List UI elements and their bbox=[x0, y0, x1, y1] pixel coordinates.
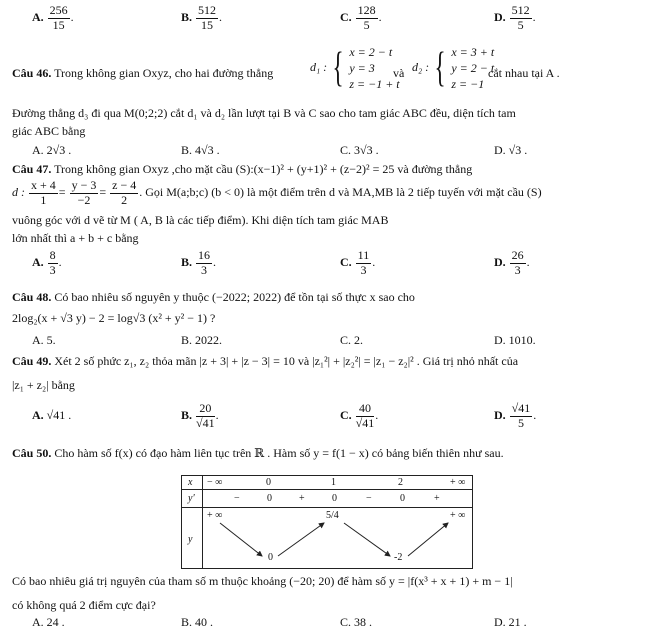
q46-answer-a: A. 2√3 . bbox=[32, 143, 72, 157]
q47-line2: d : $\frac{x + 4}{1}$ = $\frac{y - 3}{-2}$ = $\frac{z - 4}{2}$ . Gọi M(a;b;c) (b < 0) là một điểm trên d và MA,MB là 2 tiếp tuyến với mặt cầu (S) bbox=[12, 178, 542, 207]
q46-and: và bbox=[393, 66, 405, 80]
vt-sign: + bbox=[299, 493, 305, 504]
vt-sign: 0 bbox=[267, 493, 272, 504]
vt-y-value: 5/4 bbox=[326, 510, 339, 521]
q46-d2-system: d₂ : { x = 3 + t y = 2 − t z = −1 bbox=[412, 45, 495, 92]
vt-x-value: 2 bbox=[398, 477, 403, 488]
q48-answer-a: A. 5. bbox=[32, 333, 56, 347]
vt-y-value: 0 bbox=[268, 552, 273, 563]
q48-line1: Câu 48. Có bao nhiêu số nguyên y thuộc (−2022; 2022) để tồn tại số thực x sao cho bbox=[12, 290, 415, 304]
q47-answer-a: A. $\frac{8}{3}$ . bbox=[32, 248, 62, 277]
vt-sign: 0 bbox=[332, 493, 337, 504]
vt-sign: 0 bbox=[400, 493, 405, 504]
q47-answer-b: B. $\frac{16}{3}$ . bbox=[181, 248, 217, 277]
q48-answer-c: C. 2. bbox=[340, 333, 364, 347]
q46-d1-system: d₁ : { x = 2 − t y = 3 z = −1 + t bbox=[310, 45, 400, 92]
vt-arrow-down bbox=[344, 523, 390, 556]
q46-line2: Đường thẳng d₃ đi qua M(0;2;2) cắt d₁ và d₂ lần lượt tại B và C sao cho tam giác ABC đều, diện tích tam bbox=[12, 106, 516, 120]
q50-answer-b: B. 40 . bbox=[181, 615, 214, 629]
q47-line4: lớn nhất thì a + b + c bằng bbox=[12, 231, 139, 245]
q45-a-num: 256 bbox=[49, 3, 68, 17]
vt-x-label: x bbox=[188, 477, 193, 488]
vt-y-value: + ∞ bbox=[450, 510, 466, 521]
vt-y-value: -2 bbox=[394, 552, 403, 563]
vt-arrows bbox=[182, 476, 472, 568]
q49-line1: Câu 49. Xét 2 số phức z₁, z₂ thỏa mãn |z + 3| + |z − 3| = 10 và |z₁²| + |z₂²| = |z₁ − z₂|² . Giá trị nhỏ nhất của bbox=[12, 354, 519, 368]
vt-arrow-up bbox=[408, 523, 448, 556]
q50-line1: Câu 50. Cho hàm số f(x) có đạo hàm liên tục trên ℝ . Hàm số y = f(1 − x) có bảng biến thiên như sau. bbox=[12, 446, 504, 460]
q50-answer-d: D. 21 . bbox=[494, 615, 527, 629]
q46-tail: cắt nhau tại A . bbox=[488, 66, 560, 80]
q50-line3: có không quá 2 điểm cực đại? bbox=[12, 598, 156, 612]
q47-answer-c: C. $\frac{11}{3}$ . bbox=[340, 248, 376, 277]
q48-line2: 2log₂(x + √3 y) − 2 = log√3 (x² + y² − 1) ? bbox=[12, 311, 216, 325]
variation-table bbox=[181, 475, 473, 569]
q45-answer-c: C. $\frac{128}{5}$ . bbox=[340, 3, 382, 32]
q48-answer-d: D. 1010. bbox=[494, 333, 536, 347]
q46-answer-b: B. 4√3 . bbox=[181, 143, 220, 157]
vt-sign: + bbox=[434, 493, 440, 504]
q50-answer-a: A. 24 . bbox=[32, 615, 65, 629]
q45-a-den: 15 bbox=[52, 17, 65, 32]
q49-answer-b: B. $\frac{20}{√41}$ . bbox=[181, 401, 219, 430]
q45-answer-b: B. $\frac{512}{15}$ . bbox=[181, 3, 223, 32]
vt-yp-label: y' bbox=[188, 493, 195, 504]
vt-x-value: + ∞ bbox=[450, 477, 466, 488]
q46-intro: Câu 46. Trong không gian Oxyz, cho hai đường thẳng bbox=[12, 66, 274, 80]
q46-answer-d: D. √3 . bbox=[494, 143, 528, 157]
vt-x-value: 0 bbox=[266, 477, 271, 488]
vt-arrow-down bbox=[220, 523, 262, 556]
q47-line3: vuông góc với d vẽ từ M ( A, B là các tiếp điểm). Khi diện tích tam giác MAB bbox=[12, 213, 389, 227]
vt-arrow-up bbox=[278, 523, 324, 556]
q48-answer-b: B. 2022. bbox=[181, 333, 223, 347]
q50-line2: Có bao nhiêu giá trị nguyên của tham số m thuộc khoảng (−20; 20) để hàm số y = |f(x³ + x + 1) + m − 1| bbox=[12, 574, 513, 588]
vt-x-value: − ∞ bbox=[207, 477, 223, 488]
vt-y-label: y bbox=[188, 534, 193, 545]
q47-line1: Câu 47. Trong không gian Oxyz ,cho mặt cầu (S):(x−1)² + (y+1)² + (z−2)² = 25 và đường thẳng bbox=[12, 162, 473, 176]
q49-answer-d: D. $\frac{√41}{5}$ . bbox=[494, 401, 537, 430]
q49-line2: |z₁ + z₂| bằng bbox=[12, 378, 75, 392]
q45-answer-a: A. $\frac{256}{15}$ . bbox=[32, 3, 74, 32]
q49-answer-a: A. √41 . bbox=[32, 408, 72, 422]
vt-y-value: + ∞ bbox=[207, 510, 223, 521]
q46-line3: giác ABC bằng bbox=[12, 124, 86, 138]
q45-answer-d: D. $\frac{512}{5}$ . bbox=[494, 3, 536, 32]
vt-x-value: 1 bbox=[331, 477, 336, 488]
vt-sign: − bbox=[234, 493, 240, 504]
q49-answer-c: C. $\frac{40}{√41}$ . bbox=[340, 401, 379, 430]
q50-answer-c: C. 38 . bbox=[340, 615, 373, 629]
q47-answer-d: D. $\frac{26}{3}$ . bbox=[494, 248, 530, 277]
vt-sign: − bbox=[366, 493, 372, 504]
q46-answer-c: C. 3√3 . bbox=[340, 143, 379, 157]
